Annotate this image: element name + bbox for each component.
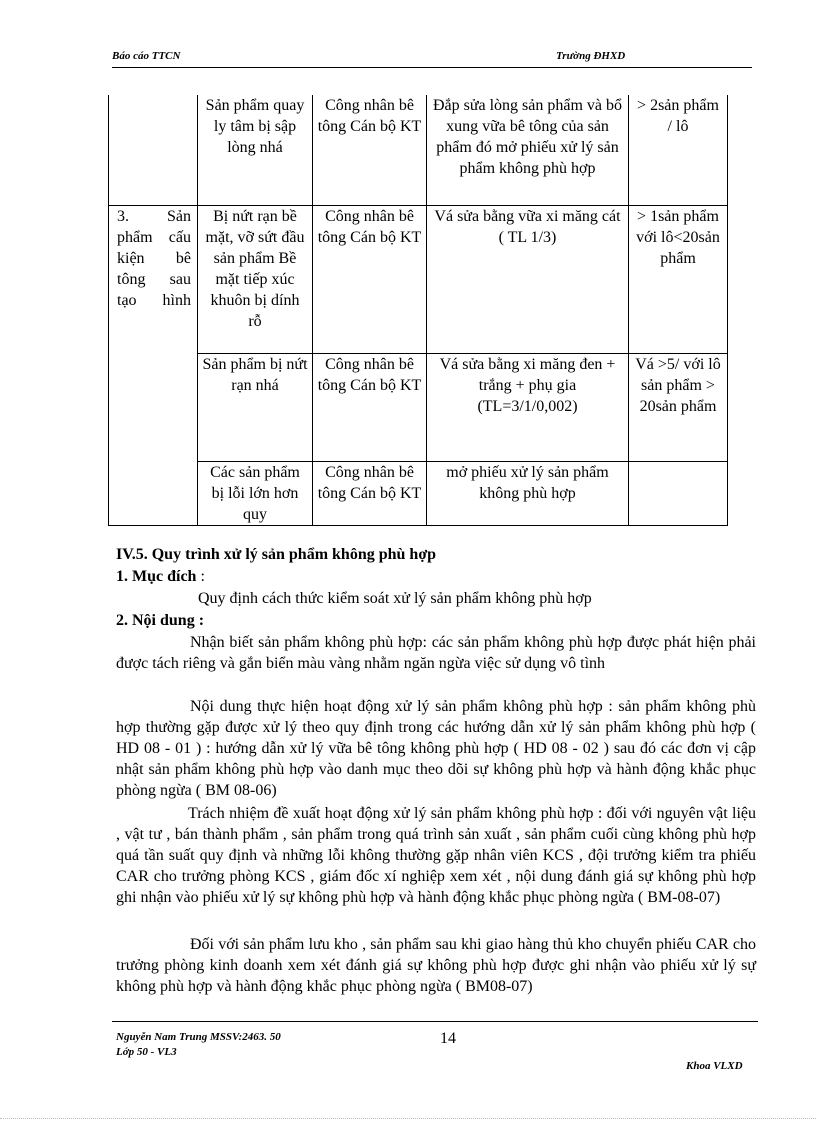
table-cell-category: 3. Sản phẩm cấu kiện bê tông sau tạo hình: [109, 205, 198, 525]
footer-author-name: Nguyễn Nam Trung MSSV:2463. 50: [116, 1031, 281, 1043]
table-cell-defect: Bị nứt rạn bề mặt, vỡ sứt đầu sản phẩm Bề mặt tiếp xúc khuôn bị dính rỗ: [198, 205, 313, 353]
table-cell-remedy: Vá sửa bằng xi măng đen + trắng + phụ gia (TL=3/1/0,002): [427, 353, 629, 461]
table-cell-frequency: > 1sản phẩm với lô<20sản phẩm: [629, 205, 728, 353]
heading-purpose-colon: :: [196, 568, 205, 585]
table-cell-defect: Các sản phẩm bị lỗi lớn hơn quy: [198, 461, 313, 525]
page-bottom-edge: [0, 1118, 816, 1119]
heading-content: 2. Nội dung :: [116, 612, 205, 629]
heading-purpose: [116, 566, 205, 587]
table-cell-frequency: Vá >5/ với lô sản phẩm > 20sản phẩm: [629, 353, 728, 461]
footer-rule: [112, 1021, 758, 1022]
paragraph-storage: Đối với sản phẩm lưu kho , sản phẩm sau khi giao hàng thủ kho chuyển phiếu CAR cho trưởng phòng kinh doanh xem xét đánh giá sự không phù hợp được ghi nhận vào phiếu xử lý sự không phù hợp và hành động khắc phục phòng ngừa ( BM08-07): [116, 936, 756, 995]
table-cell-defect: Sản phẩm bị nứt rạn nhá: [198, 353, 313, 461]
table-cell-responsible: Công nhân bê tông Cán bộ KT: [313, 95, 427, 205]
paragraph-responsibility: Trách nhiệm đề xuất hoạt động xử lý sản phẩm không phù hợp : đối với nguyên vật liệu , vật tư , bán thành phẩm , sản phẩm trong quá trình sản xuất , sản phẩm cuối cùng không phù hợp quá tần suất quy định và những lỗi không thường gặp nhân viên KCS , đội trưởng kiểm tra phiếu CAR cho trưởng phòng KCS , giám đốc xí nghiệp xem xét , nội dung đánh giá sự không phù hợp ghi nhận vào phiếu xử lý sự không phù hợp và hành động khắc phục phòng ngừa ( BM-08-07): [116, 805, 756, 906]
table-cell-responsible: Công nhân bê tông Cán bộ KT: [313, 205, 427, 353]
footer-class: Lớp 50 - VL3: [116, 1046, 177, 1058]
table-cell-remedy: Vá sửa bằng vữa xi măng cát ( TL 1/3): [427, 205, 629, 353]
table-row: [109, 461, 728, 525]
header-right: Trường ĐHXD: [556, 50, 626, 62]
table-cell-remedy: mở phiếu xử lý sản phẩm không phù hợp: [427, 461, 629, 525]
table-row: [109, 353, 728, 461]
table-row: [109, 95, 728, 205]
table-cell-defect: Sản phẩm quay ly tâm bị sập lòng nhá: [198, 95, 313, 205]
table-cell-frequency: > 2sản phẩm / lô: [629, 95, 728, 205]
header-left: Báo cáo TTCN: [112, 50, 181, 62]
heading-purpose-text: 1. Mục đích: [116, 568, 197, 585]
table-cell-category: [109, 95, 198, 205]
table-row: [109, 205, 728, 353]
footer-author: [116, 1030, 281, 1060]
table-cell-responsible: Công nhân bê tông Cán bộ KT: [313, 353, 427, 461]
header-rule: [112, 67, 752, 68]
page-number: 14: [440, 1030, 456, 1047]
paragraph-identify: Nhận biết sản phẩm không phù hợp: các sản phẩm không phù hợp được phát hiện phải được tách riêng và gắn biển màu vàng nhằm ngăn ngừa việc sử dụng vô tình: [116, 634, 756, 672]
table-cell-frequency: [629, 461, 728, 525]
section-title: IV.5. Quy trình xử lý sản phẩm không phù hợp: [116, 546, 437, 563]
remedy-table: [108, 95, 728, 526]
table-cell-responsible: Công nhân bê tông Cán bộ KT: [313, 461, 427, 525]
purpose-text: Quy định cách thức kiểm soát xử lý sản phẩm không phù hợp: [198, 590, 592, 607]
footer-right: Khoa VLXD: [686, 1060, 743, 1072]
paragraph-procedure: Nội dung thực hiện hoạt động xử lý sản phẩm không phù hợp : sản phẩm không phù hợp thường gặp được xử lý theo quy định trong các hướng dẫn xử lý sản phẩm không phù hợp ( HD 08 - 01 ) : hướng dẫn xử lý vữa bê tông không phù hợp ( HD 08 - 02 ) sau đó các đơn vị cập nhật sản phẩm không phù hợp vào danh mục theo dõi sự không phù hợp và hành động khắc phục phòng ngừa ( BM 08-06): [116, 698, 756, 799]
table-cell-remedy: Đắp sửa lòng sản phẩm và bổ xung vữa bê tông của sản phẩm đó mở phiếu xử lý sản phẩm không phù hợp: [427, 95, 629, 205]
